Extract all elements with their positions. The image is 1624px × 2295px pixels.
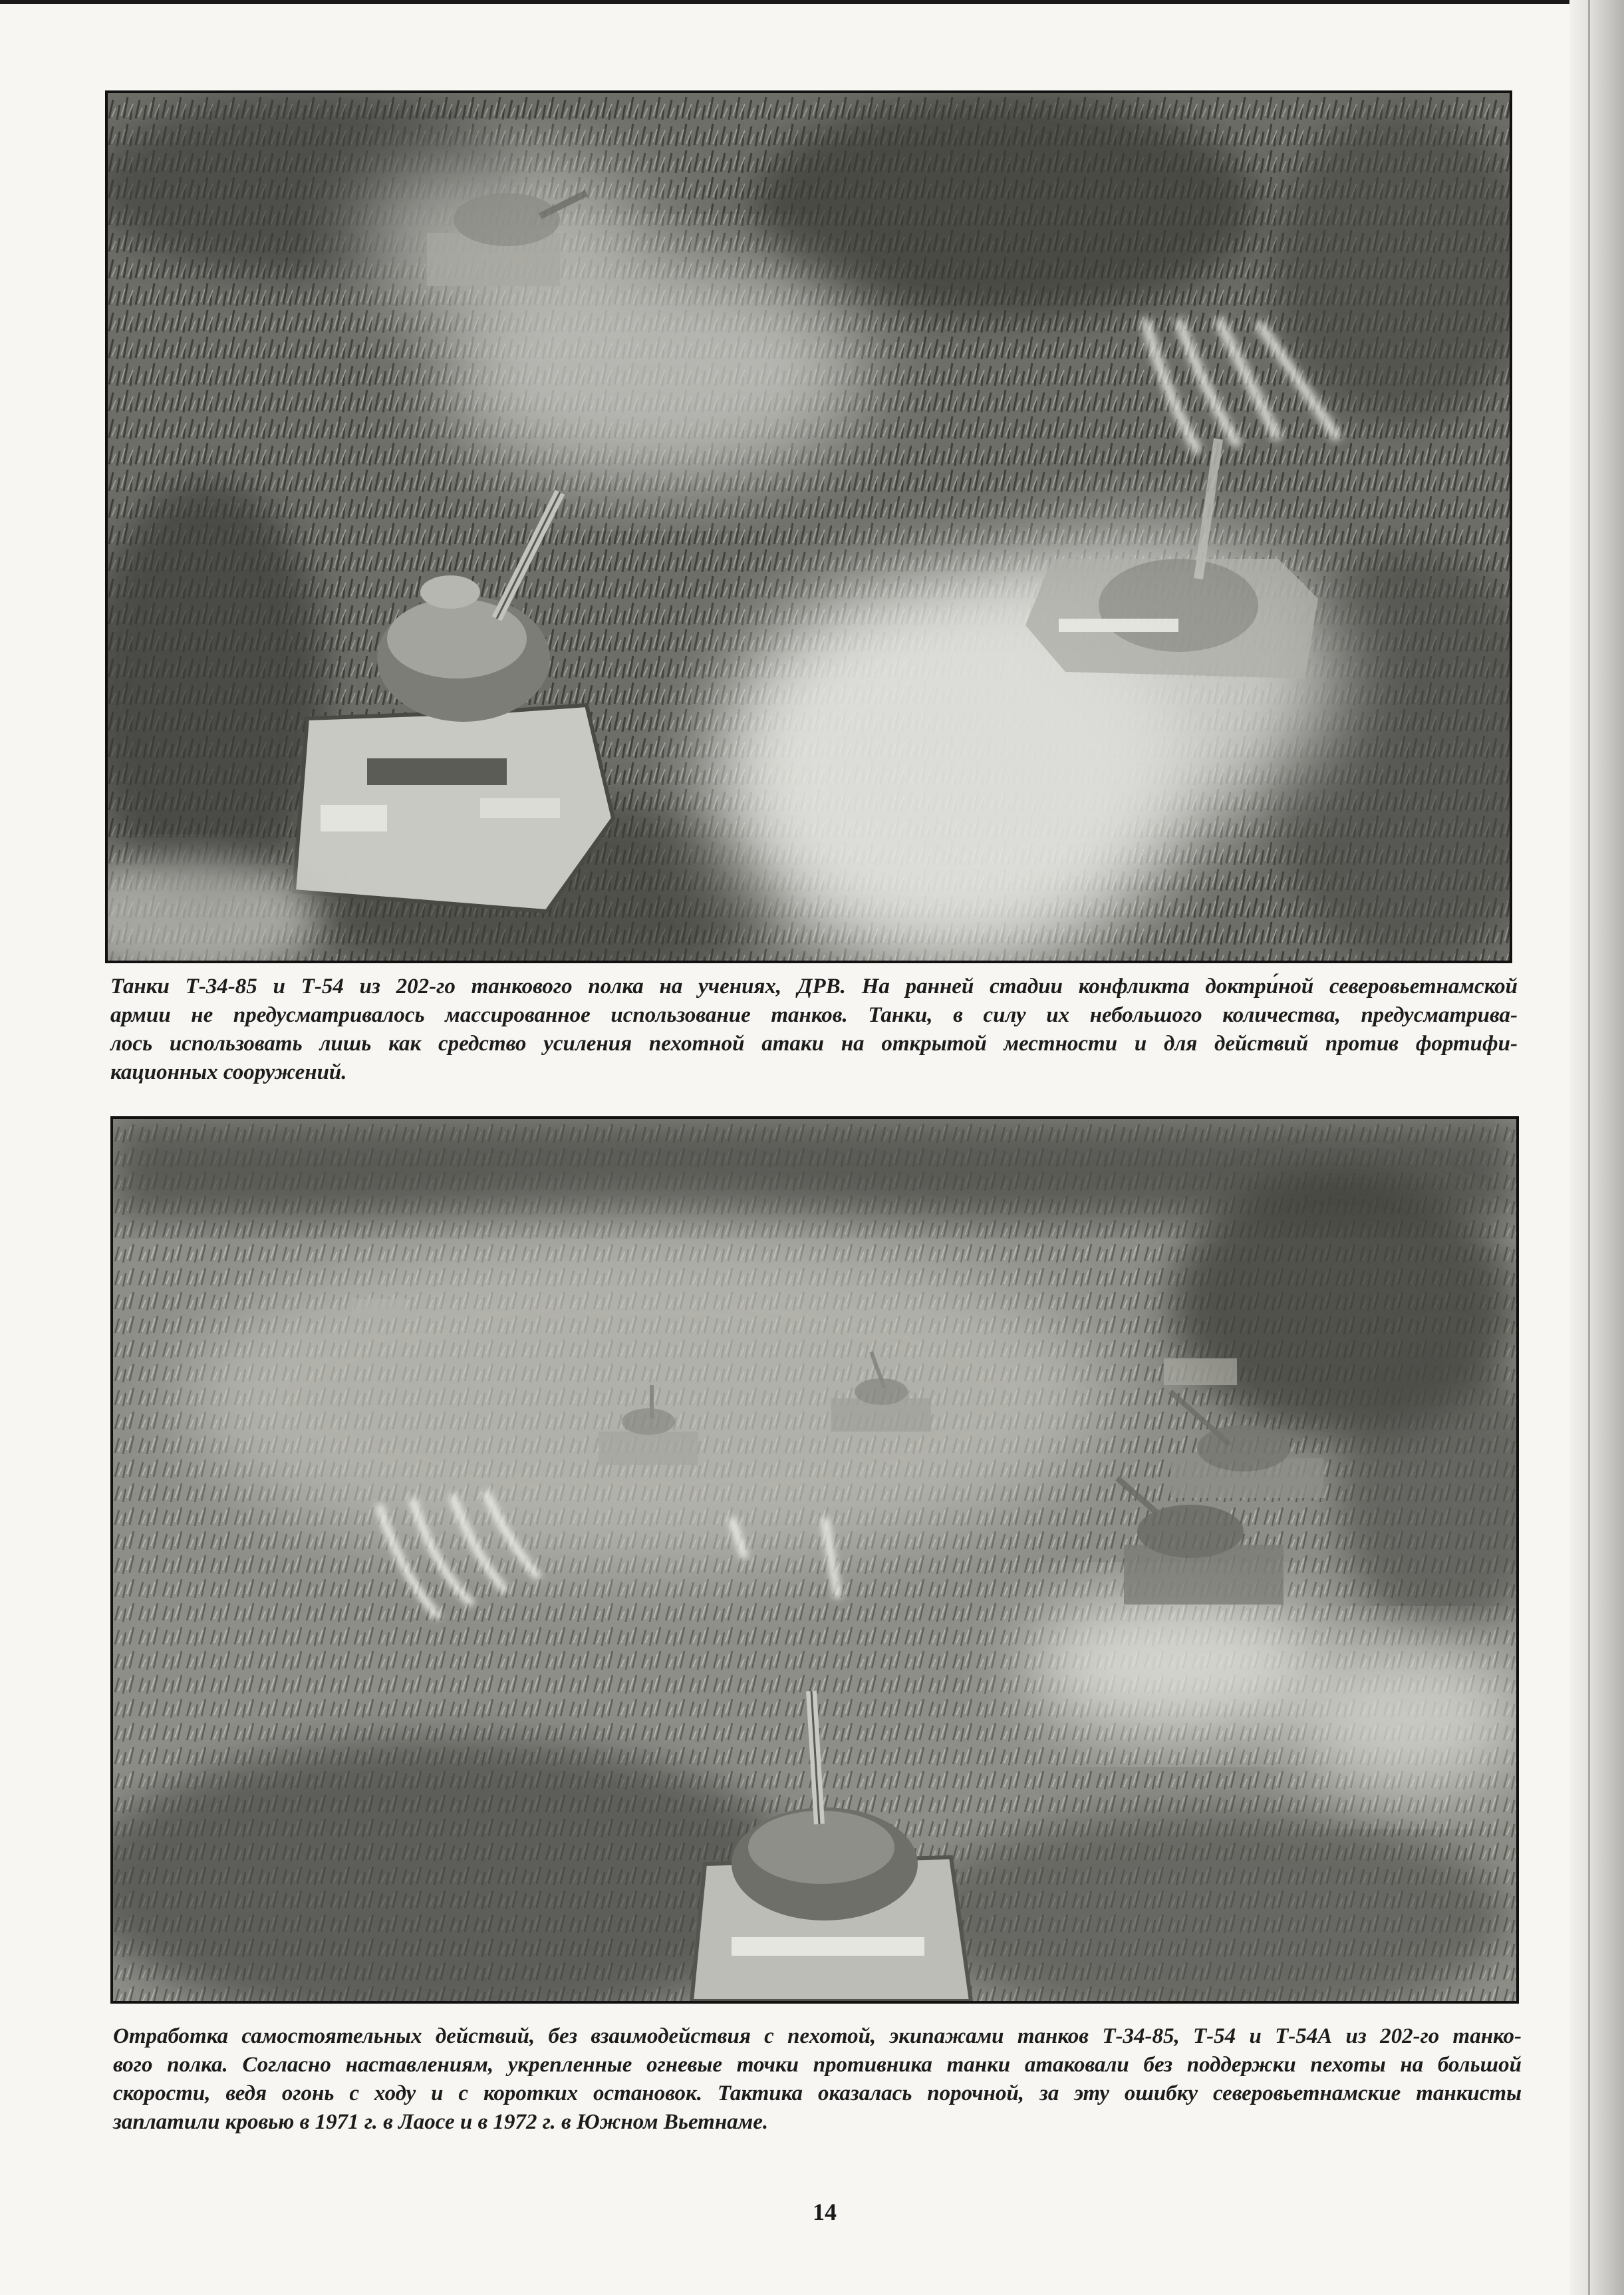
figure-caption-bottom <box>113 2022 1522 2137</box>
caption-line: армии не предусматривалось массированное использование танков. Танки, в силу их небольшого количества, предусматрива- <box>110 1003 1518 1027</box>
caption-line: скорости, ведя огонь с ходу и с коротких остановок. Тактика оказалась порочной, за эту ошибку северовьетнамские танкисты <box>113 2081 1522 2105</box>
figure-caption-top <box>110 973 1518 1087</box>
caption-line: Отработка самостоятельных действий, без взаимодействия с пехотой, экипажами танков Т-34-85, Т-54 и Т-54А из 202-го танко- <box>113 2024 1522 2048</box>
caption-line: вого полка. Согласно наставлениям, укрепленные огневые точки противника танки атаковали без поддержки пехоты на большой <box>113 2053 1522 2077</box>
caption-line: заплатили кровью в 1971 г. в Лаосе и в 1972 г. в Южном Вьетнаме. <box>113 2110 769 2134</box>
caption-line: Танки Т-34-85 и Т-54 из 202-го танкового полка на учениях, ДРВ. На ранней стадии конфликта доктри́ной северовьетнамской <box>110 975 1518 998</box>
photo-tanks-exercise-image <box>108 93 1510 961</box>
caption-line: лось использовать лишь как средство усиления пехотной атаки на открытой местности и для действий против фортифи- <box>110 1032 1518 1056</box>
book-binding-fold <box>1588 0 1590 2295</box>
caption-line: кационных сооружений. <box>110 1060 347 1084</box>
scan-edge <box>0 0 1624 4</box>
photo-tanks-independent-action-image <box>113 1119 1516 2001</box>
page-number: 14 <box>813 2199 837 2225</box>
book-binding-shadow <box>1569 0 1624 2295</box>
photo-tanks-independent-action <box>110 1116 1519 2004</box>
photo-tanks-exercise <box>105 90 1512 963</box>
